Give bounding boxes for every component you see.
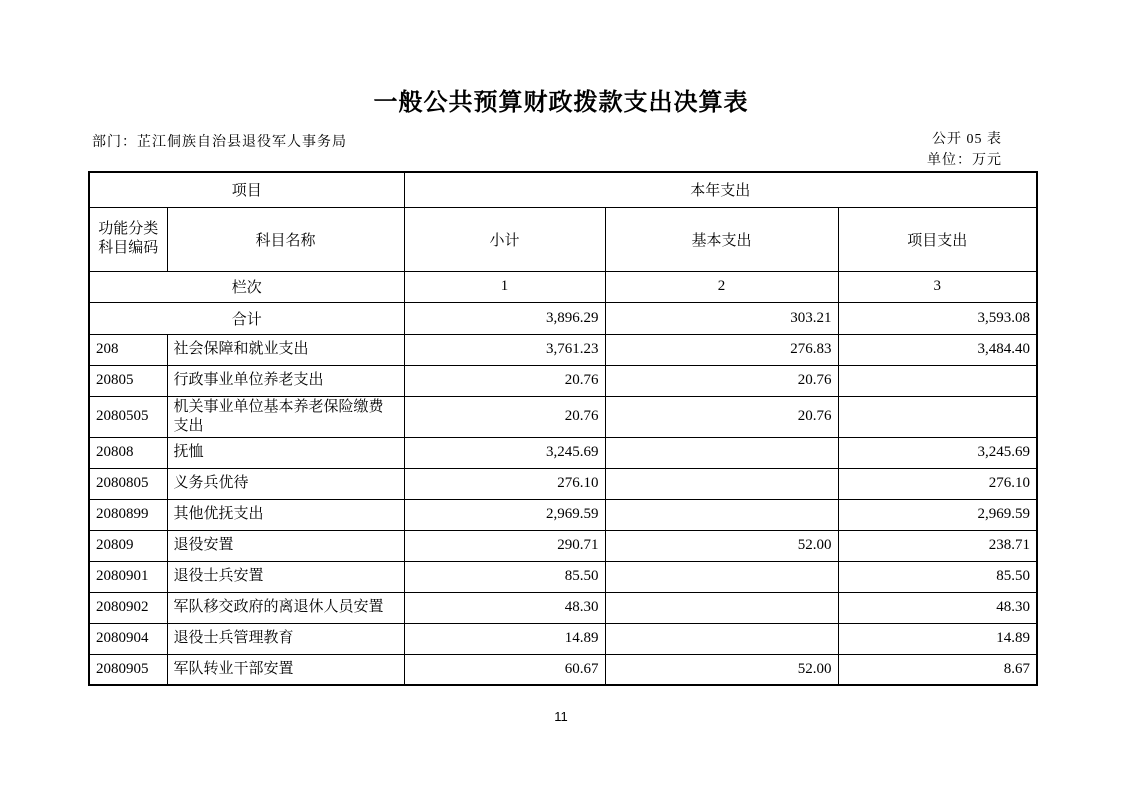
row-code: 2080505 bbox=[89, 396, 167, 437]
row-subject-name: 行政事业单位养老支出 bbox=[167, 365, 404, 396]
table-row bbox=[89, 437, 1037, 468]
column-index-label: 栏次 bbox=[89, 271, 404, 302]
row-code: 2080899 bbox=[89, 499, 167, 530]
row-basic-expense bbox=[605, 468, 838, 499]
department-line: 部门：芷江侗族自治县退役军人事务局 bbox=[92, 135, 347, 150]
header-subtotal: 小计 bbox=[404, 207, 605, 271]
header-current-year-group: 本年支出 bbox=[404, 172, 1037, 207]
row-basic-expense: 52.00 bbox=[605, 654, 838, 685]
row-subtotal: 2,969.59 bbox=[404, 499, 605, 530]
header-project-expense: 项目支出 bbox=[838, 207, 1037, 271]
row-subtotal: 48.30 bbox=[404, 592, 605, 623]
row-subtotal: 20.76 bbox=[404, 365, 605, 396]
row-subtotal: 20.76 bbox=[404, 396, 605, 437]
row-subject-name: 抚恤 bbox=[167, 437, 404, 468]
column-index-2: 2 bbox=[605, 271, 838, 302]
row-code: 2080902 bbox=[89, 592, 167, 623]
header-function-code bbox=[89, 207, 167, 271]
row-subtotal: 14.89 bbox=[404, 623, 605, 654]
row-code: 2080805 bbox=[89, 468, 167, 499]
table-row bbox=[89, 468, 1037, 499]
row-subject-name: 军队移交政府的离退休人员安置 bbox=[167, 592, 404, 623]
row-subtotal: 3,245.69 bbox=[404, 437, 605, 468]
row-basic-expense bbox=[605, 499, 838, 530]
column-index-row bbox=[89, 271, 1037, 302]
row-subtotal: 3,761.23 bbox=[404, 334, 605, 365]
column-index-1: 1 bbox=[404, 271, 605, 302]
row-basic-expense: 20.76 bbox=[605, 365, 838, 396]
row-project-expense: 85.50 bbox=[838, 561, 1037, 592]
table-number: 公开 05 表 bbox=[932, 132, 1002, 147]
row-subtotal: 60.67 bbox=[404, 654, 605, 685]
row-basic-expense: 20.76 bbox=[605, 396, 838, 437]
table-row bbox=[89, 396, 1037, 437]
row-project-expense: 276.10 bbox=[838, 468, 1037, 499]
row-subject-name: 军队转业干部安置 bbox=[167, 654, 404, 685]
row-subject-name: 退役安置 bbox=[167, 530, 404, 561]
row-project-expense: 14.89 bbox=[838, 623, 1037, 654]
row-project-expense: 238.71 bbox=[838, 530, 1037, 561]
header-group-row bbox=[89, 172, 1037, 207]
total-basic: 303.21 bbox=[605, 302, 838, 334]
table-body bbox=[89, 334, 1037, 685]
table-row bbox=[89, 561, 1037, 592]
total-row bbox=[89, 302, 1037, 334]
header-basic-expense: 基本支出 bbox=[605, 207, 838, 271]
page-number: 11 bbox=[554, 709, 568, 724]
row-code: 2080901 bbox=[89, 561, 167, 592]
row-code: 20808 bbox=[89, 437, 167, 468]
table-row bbox=[89, 530, 1037, 561]
row-subject-name: 机关事业单位基本养老保险缴费支出 bbox=[167, 396, 404, 437]
row-project-expense: 48.30 bbox=[838, 592, 1037, 623]
unit-label: 单位：万元 bbox=[927, 153, 1002, 168]
row-code: 2080905 bbox=[89, 654, 167, 685]
row-code: 2080904 bbox=[89, 623, 167, 654]
header-function-code-line1: 功能分类 bbox=[98, 221, 159, 237]
row-project-expense: 8.67 bbox=[838, 654, 1037, 685]
row-subject-name: 义务兵优待 bbox=[167, 468, 404, 499]
row-basic-expense bbox=[605, 561, 838, 592]
expenditure-table bbox=[88, 171, 1038, 686]
row-subtotal: 85.50 bbox=[404, 561, 605, 592]
page-title: 一般公共预算财政拨款支出决算表 bbox=[373, 89, 749, 116]
row-subject-name: 社会保障和就业支出 bbox=[167, 334, 404, 365]
total-label: 合计 bbox=[89, 302, 404, 334]
table-row bbox=[89, 499, 1037, 530]
table-row bbox=[89, 334, 1037, 365]
table-meta bbox=[927, 129, 1002, 171]
row-code: 20805 bbox=[89, 365, 167, 396]
header-subject-name: 科目名称 bbox=[167, 207, 404, 271]
row-basic-expense bbox=[605, 623, 838, 654]
row-basic-expense bbox=[605, 592, 838, 623]
row-basic-expense bbox=[605, 437, 838, 468]
row-subject-name: 其他优抚支出 bbox=[167, 499, 404, 530]
table-row bbox=[89, 365, 1037, 396]
table-row bbox=[89, 654, 1037, 685]
row-project-expense bbox=[838, 365, 1037, 396]
column-index-3: 3 bbox=[838, 271, 1037, 302]
total-subtotal: 3,896.29 bbox=[404, 302, 605, 334]
row-project-expense bbox=[838, 396, 1037, 437]
row-subtotal: 276.10 bbox=[404, 468, 605, 499]
row-project-expense: 2,969.59 bbox=[838, 499, 1037, 530]
header-function-code-line2: 科目编码 bbox=[98, 240, 159, 256]
row-subject-name: 退役士兵安置 bbox=[167, 561, 404, 592]
header-columns-row bbox=[89, 207, 1037, 271]
row-basic-expense: 52.00 bbox=[605, 530, 838, 561]
row-project-expense: 3,245.69 bbox=[838, 437, 1037, 468]
row-project-expense: 3,484.40 bbox=[838, 334, 1037, 365]
row-code: 20809 bbox=[89, 530, 167, 561]
table-row bbox=[89, 623, 1037, 654]
row-subtotal: 290.71 bbox=[404, 530, 605, 561]
table-row bbox=[89, 592, 1037, 623]
header-project-group: 项目 bbox=[89, 172, 404, 207]
row-code: 208 bbox=[89, 334, 167, 365]
row-basic-expense: 276.83 bbox=[605, 334, 838, 365]
row-subject-name: 退役士兵管理教育 bbox=[167, 623, 404, 654]
total-project: 3,593.08 bbox=[838, 302, 1037, 334]
